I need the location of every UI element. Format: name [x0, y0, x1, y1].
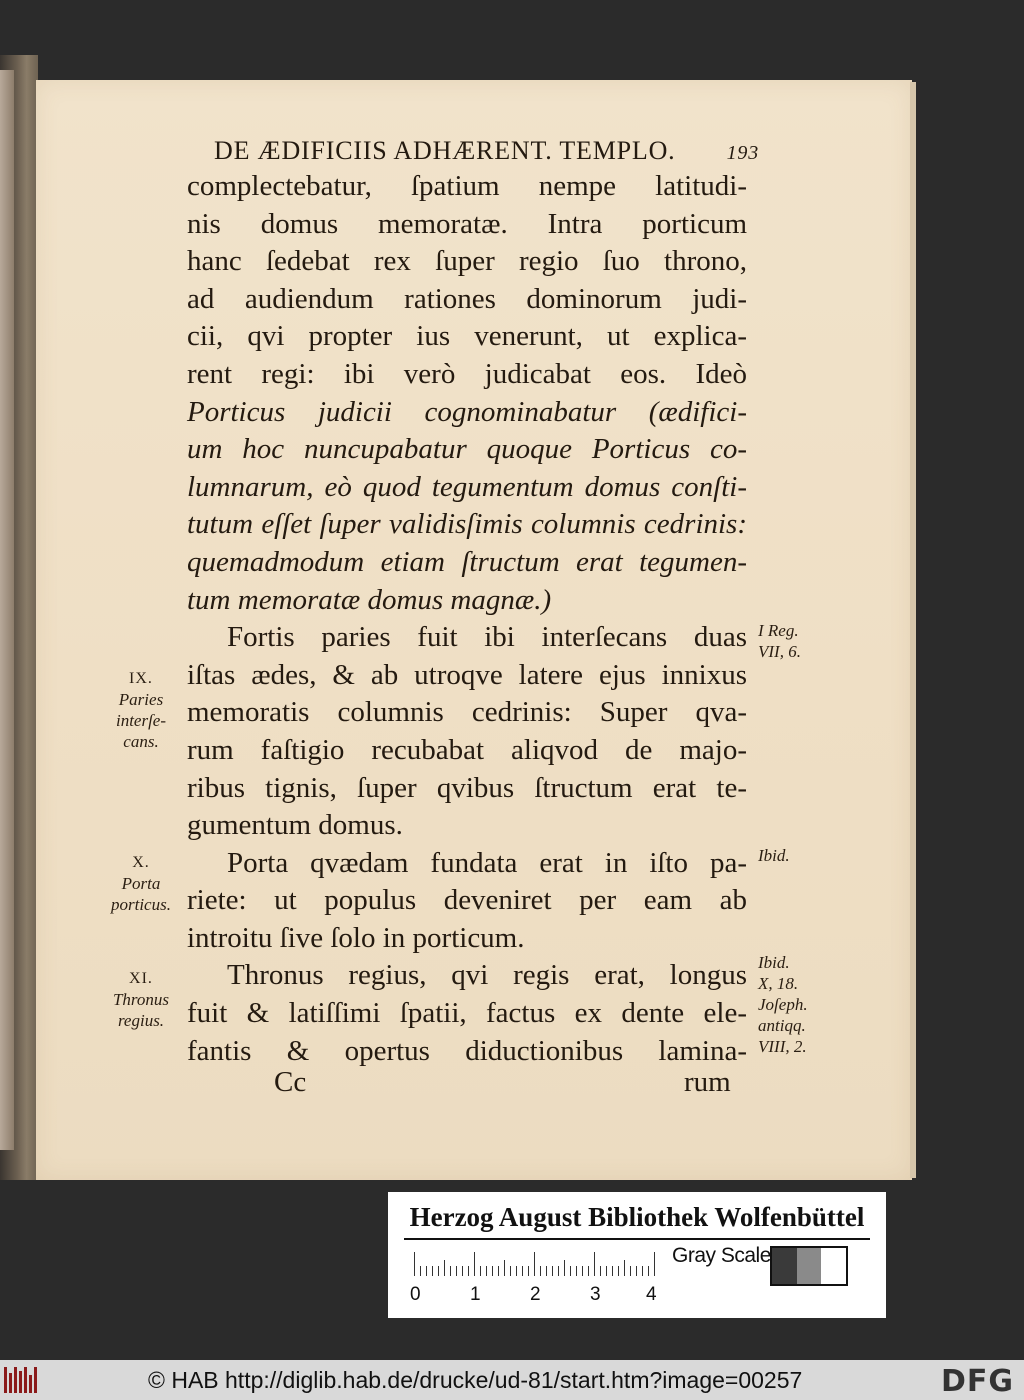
page-edge	[910, 82, 916, 1178]
ruler-tick	[426, 1266, 427, 1276]
ruler-tick	[420, 1266, 421, 1276]
margin-note-line: interſe-	[115, 711, 167, 730]
gray-swatch-mid	[797, 1248, 822, 1284]
text-line: gumentum domus.	[187, 809, 403, 842]
ruler-tick	[510, 1266, 511, 1276]
text-line: fantis & opertus diductionibus lamina-	[187, 1034, 747, 1067]
ruler-tick	[450, 1266, 451, 1276]
ruler-tick	[648, 1266, 649, 1276]
ruler-tick	[630, 1266, 631, 1276]
margin-reference-line: VII, 6.	[758, 642, 801, 661]
margin-note-number: X.	[132, 854, 150, 871]
ruler-tick	[636, 1266, 637, 1276]
margin-reference-3	[758, 952, 808, 1057]
label-divider	[404, 1238, 870, 1240]
ruler-tick	[654, 1252, 655, 1276]
ruler-tick	[444, 1260, 445, 1276]
margin-note-line: regius.	[117, 1011, 165, 1030]
page-text	[187, 132, 759, 1070]
ruler-tick	[480, 1266, 481, 1276]
ruler-tick	[516, 1266, 517, 1276]
text-line: hanc ſedebat rex ſuper regio ſuo throno,	[187, 245, 747, 278]
margin-reference-line: I Reg.	[758, 621, 799, 640]
text-line: tutum eſſet ſuper validisſimis columnis cedrinis:	[187, 508, 747, 541]
margin-note-line: cans.	[123, 732, 159, 751]
footer-source-link[interactable]: © HAB http://diglib.hab.de/drucke/ud-81/start.htm?image=00257	[148, 1367, 803, 1393]
margin-note-xi	[96, 968, 186, 1031]
margin-reference-line: VIII, 2.	[758, 1037, 807, 1056]
text-line: riete: ut populus deveniret per eam ab	[187, 884, 747, 917]
ruler-tick	[576, 1266, 577, 1276]
ruler-number: 3	[590, 1284, 601, 1305]
ruler-tick	[564, 1260, 565, 1276]
text-line: tum memoratæ domus magnæ.)	[187, 583, 552, 616]
running-head-title: DE ÆDIFICIIS ADHÆRENT. TEMPLO.	[214, 136, 676, 165]
text-line: lumnarum, eò quod tegumentum domus conſti-	[187, 470, 747, 503]
ruler-tick	[612, 1266, 613, 1276]
ruler-tick	[522, 1266, 523, 1276]
text-line: ad audiendum rationes dominorum judi-	[187, 282, 747, 315]
margin-note-ix	[96, 668, 186, 752]
ruler-tick	[498, 1266, 499, 1276]
text-line: ribus tignis, ſuper qvibus ſtructum erat te-	[187, 771, 747, 804]
text-line	[187, 394, 747, 432]
ruler-tick	[588, 1266, 589, 1276]
gray-swatch-dark	[772, 1248, 797, 1284]
margin-reference-1	[758, 620, 801, 662]
text-line: nis domus memoratæ. Intra porticum	[187, 207, 747, 240]
catchword: rum	[684, 1066, 731, 1098]
ruler-tick	[558, 1266, 559, 1276]
binding-edge	[0, 70, 14, 1150]
margin-reference-line: Ibid.	[758, 953, 790, 972]
ruler-tick	[618, 1266, 619, 1276]
margin-reference-line: X, 18.	[758, 974, 799, 993]
margin-note-line: Thronus	[112, 990, 170, 1009]
ruler-tick	[414, 1252, 415, 1276]
margin-reference-line: antiqq.	[758, 1016, 806, 1035]
library-scale-label	[388, 1192, 886, 1318]
ruler-tick	[540, 1266, 541, 1276]
page-number: 193	[726, 142, 759, 164]
text-line: iſtas ædes, & ab utroqve latere ejus innixus	[187, 658, 747, 691]
ruler-tick	[642, 1266, 643, 1276]
text-line: complectebatur, ſpatium nempe latitudi-	[187, 170, 747, 202]
margin-reference-2	[758, 845, 790, 866]
ruler-tick	[456, 1266, 457, 1276]
measurement-ruler	[414, 1252, 660, 1276]
dfg-logo: DFG	[940, 1364, 1014, 1399]
library-name: Herzog August Bibliothek Wolfenbüttel	[409, 1202, 865, 1232]
margin-note-number: XI.	[129, 970, 153, 987]
gray-scale-label: Gray Scale	[672, 1244, 771, 1267]
margin-note-x	[96, 852, 186, 915]
ruler-tick	[486, 1266, 487, 1276]
text-line: introitu ſive ſolo in porticum.	[187, 921, 525, 954]
hab-logo-icon	[4, 1367, 42, 1393]
text-line: um hoc nuncupabatur quoque Porticus co-	[187, 433, 747, 466]
ruler-tick	[492, 1266, 493, 1276]
margin-note-number: IX.	[129, 670, 153, 687]
ruler-tick	[534, 1252, 535, 1276]
text-line: rum faſtigio recubabat aliqvod de majo-	[187, 733, 747, 766]
running-head	[214, 132, 759, 168]
ruler-number: 4	[646, 1284, 657, 1305]
margin-reference-line: Joſeph.	[758, 995, 808, 1014]
ruler-tick	[624, 1260, 625, 1276]
ruler-tick	[606, 1266, 607, 1276]
gray-swatch-light	[821, 1248, 846, 1284]
text-line: Porta qvædam fundata erat in iſto pa-	[227, 846, 747, 879]
margin-reference-line: Ibid.	[758, 846, 790, 865]
text-line: Fortis paries fuit ibi interſecans duas	[227, 621, 747, 654]
ruler-number: 2	[530, 1284, 541, 1305]
ruler-tick	[468, 1266, 469, 1276]
text-line-content: Porticus judicii cognominabatur (ædifici-	[187, 395, 747, 428]
ruler-tick	[570, 1266, 571, 1276]
ruler-tick	[582, 1266, 583, 1276]
text-line: quemadmodum etiam ſtructum erat tegumen-	[187, 545, 747, 578]
text-line: memoratis columnis cedrinis: Super qva-	[187, 696, 747, 729]
text-line: fuit & latiſſimi ſpatii, factus ex dente ele-	[187, 997, 747, 1030]
footer-bar	[0, 1360, 1024, 1400]
signature-mark: Cc	[274, 1066, 307, 1098]
ruler-tick	[600, 1266, 601, 1276]
margin-note-line: Porta	[121, 874, 161, 893]
ruler-tick	[528, 1266, 529, 1276]
ruler-tick	[546, 1266, 547, 1276]
gray-scale-swatches	[770, 1246, 848, 1286]
ruler-tick	[594, 1252, 595, 1276]
ruler-tick	[462, 1266, 463, 1276]
ruler-tick	[432, 1266, 433, 1276]
ruler-tick	[474, 1252, 475, 1276]
ruler-tick	[438, 1266, 439, 1276]
text-line: cii, qvi propter ius venerunt, ut explica-	[187, 320, 747, 353]
ruler-number: 0	[410, 1284, 421, 1305]
margin-note-line: porticus.	[111, 895, 171, 914]
ruler-number: 1	[470, 1284, 481, 1305]
margin-note-line: Paries	[118, 690, 164, 709]
text-line: rent regi: ibi verò judicabat eos. Ideò	[187, 357, 747, 390]
text-line: Thronus regius, qvi regis erat, longus	[227, 959, 747, 992]
ruler-tick	[504, 1260, 505, 1276]
ruler-tick	[552, 1266, 553, 1276]
